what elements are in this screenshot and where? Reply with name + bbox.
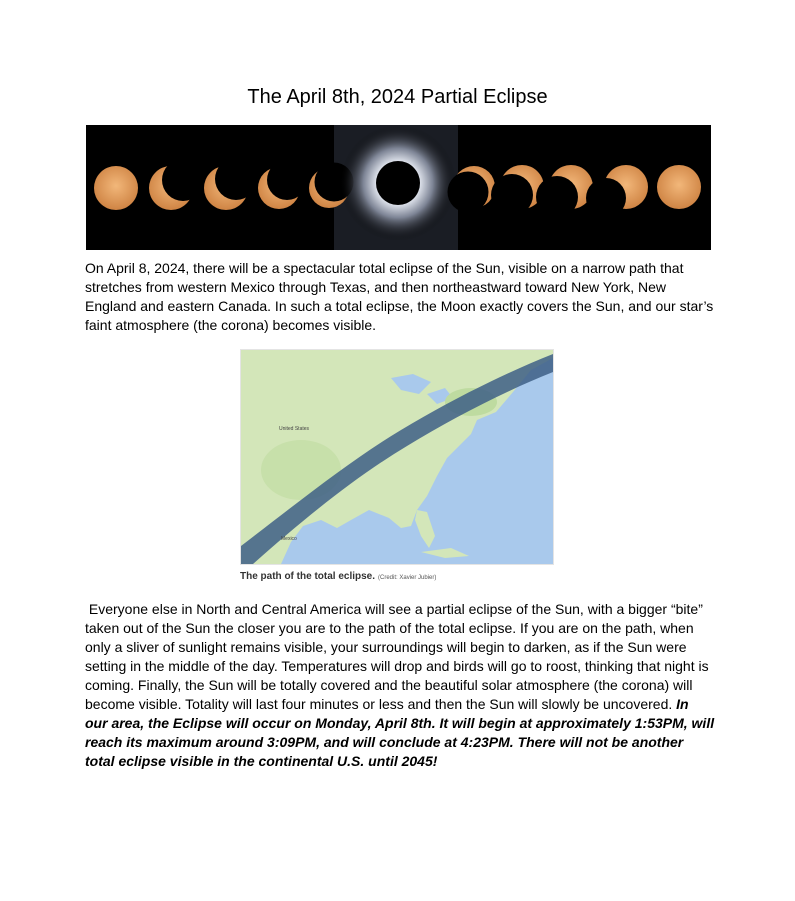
details-paragraph-regular: Everyone else in North and Central America will see a partial eclipse of the Sun, with a bigger “bite” taken out of the Sun the closer you are to the path of the total eclipse. If you are on the path, when only a sliver of sunlight remains visible, your surroundings will begin to darken, as if the Sun were setting in the middle of the day. Temperatures will drop and birds will go to roost, thinking that night is coming. Finally, the Sun will be totally covered and the beautiful solar atmosphere (the corona) will become visible. Totality will last four minutes or less and then the Sun will slowly be uncovered. (85, 601, 709, 712)
sun-phase-11 (657, 165, 701, 209)
map-caption (240, 570, 436, 585)
page-title: The April 8th, 2024 Partial Eclipse (247, 86, 548, 108)
details-paragraph-bold: In our area, the Eclipse will occur on Monday, April 8th. It will begin at approximately 1:53PM, will reach its maximum around 3:09PM, and will conclude at 4:23PM. There will not be another total eclipse visible in the continental U.S. until 2045! (85, 696, 715, 769)
eclipse-sequence-image (86, 125, 711, 250)
map-credit: (Credit: Xavier Jubier) (378, 575, 437, 581)
map-label-united-states: United States (279, 426, 310, 432)
sun-phase-1 (94, 166, 138, 210)
map-label-mexico: Mexico (281, 536, 297, 542)
moon-totality (376, 161, 420, 205)
details-paragraph (85, 600, 715, 771)
eclipse-path-map (240, 349, 554, 565)
map-caption-text: The path of the total eclipse. (240, 571, 376, 582)
intro-paragraph: On April 8, 2024, there will be a spectacular total eclipse of the Sun, visible on a narrow path that stretches from western Mexico through Texas, and then northeastward toward New York, New England and eastern Canada. In such a total eclipse, the Moon exactly covers the Sun, and our star’s faint atmosphere (the corona) becomes visible. (85, 260, 714, 333)
